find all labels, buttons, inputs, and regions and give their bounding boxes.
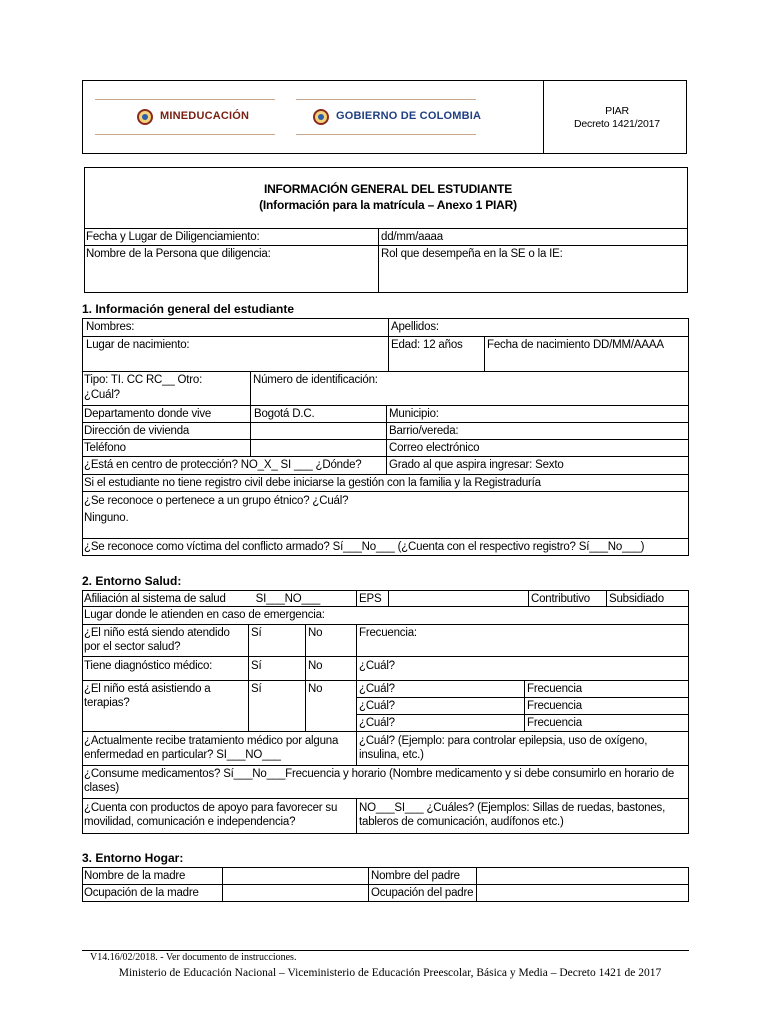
ocupacion-madre-label: Ocupación de la madre [84,887,199,899]
tratamiento-label: ¿Actualmente recibe tratamiento médico por alguna enfermedad en particular? SI___NO___ [84,735,339,761]
row-line [82,538,689,539]
page-title: INFORMACIÓN GENERAL DEL ESTUDIANTE [263,182,513,196]
diagnostico-cual: ¿Cuál? [359,660,395,672]
row-line [82,798,689,799]
colombia-seal-icon [137,109,153,125]
terapia-cual-2: ¿Cuál? [359,700,395,712]
madre-label: Nombre de la madre [84,870,186,882]
rol-label: Rol que desempeña en la SE o la IE: [381,248,563,260]
header-divider [543,80,544,154]
terapia-frecuencia-2: Frecuencia [527,700,582,712]
footer-version: V14.16/02/2018. - Ver documento de instrucciones. [90,952,297,963]
row-line [356,714,689,715]
subsidiado-label: Subsidiado [609,593,664,605]
terapias-label: ¿El niño está asistiendo a terapias? [84,683,211,709]
departamento-value: Bogotá D.C. [254,408,315,420]
logo-rule [296,134,476,135]
afiliacion-label: Afiliación al sistema de salud SI___NO___ [84,593,321,605]
page-subtitle: (Información para la matrícula – Anexo 1 PIAR) [259,198,517,212]
gobierno-logo: GOBIERNO DE COLOMBIA [336,110,482,122]
row-line [82,656,689,657]
col-line [222,867,223,902]
logo-rule [95,99,275,100]
barrio-label: Barrio/vereda: [389,425,459,437]
etnico-value: Ninguno. [84,512,129,524]
correo-label: Correo electrónico [389,442,480,454]
section-2-heading: 2. Entorno Salud: [82,574,182,588]
medicamentos-label: ¿Consume medicamentos? Sí___No___Frecuencia y horario (Nombre medicamento y si debe consumirlo en horario de clases) [84,768,675,794]
row-line [82,606,689,607]
col-line [476,867,477,902]
row-line [82,680,689,681]
row-line [82,731,689,732]
terapias-no: No [308,683,323,695]
row-line [356,697,689,698]
row-line [82,371,689,372]
mineducacion-logo: MINEDUCACIÓN [160,110,250,122]
piar-code: PIAR [605,105,629,117]
municipio-label: Municipio: [389,408,439,420]
row-line [82,765,689,766]
diagnostico-si: Sí [251,660,262,672]
victima-label: ¿Se reconoce como víctima del conflicto armado? Sí___No___ (¿Cuenta con el respectivo registro? Sí___No___) [84,541,645,553]
direccion-label: Dirección de vivienda [84,425,190,437]
atendido-no: No [308,627,323,639]
etnico-label: ¿Se reconoce o pertenece a un grupo étnico? ¿Cuál? [84,495,349,507]
apoyo-cual: NO___SI___ ¿Cuáles? (Ejemplos: Sillas de ruedas, bastones, tableros de comunicación, audífonos etc.) [359,802,666,828]
telefono-label: Teléfono [84,442,126,454]
diagnostico-label: Tiene diagnóstico médico: [84,660,213,672]
proteccion-label: ¿Está en centro de protección? NO_X_ SI ___ ¿Dónde? [84,459,362,471]
padre-label: Nombre del padre [371,870,460,882]
edad-value: Edad: 12 años [391,339,463,351]
apoyo-label: ¿Cuenta con productos de apoyo para favorecer su movilidad, comunicación e independencia? [84,802,338,828]
row-line [82,491,689,492]
section-1-heading: 1. Información general del estudiante [82,302,295,316]
registro-civil-note: Si el estudiante no tiene registro civil debe iniciarse la gestión con la familia y la Registraduría [84,477,541,489]
persona-label: Nombre de la Persona que diligencia: [86,248,271,260]
colombia-seal-icon [313,109,329,125]
emergencia-label: Lugar donde le atienden en caso de emergencia: [84,609,325,621]
departamento-label: Departamento donde vive [84,408,212,420]
col-line [305,624,306,732]
terapia-frecuencia-3: Frecuencia [527,717,582,729]
tratamiento-cual: ¿Cuál? (Ejemplo: para controlar epilepsia, uso de oxígeno, insulina, etc.) [359,735,648,761]
contributivo-label: Contributivo [531,593,590,605]
row-line [84,228,688,229]
terapia-cual-3: ¿Cuál? [359,717,395,729]
eps-label: EPS [359,593,382,605]
terapia-frecuencia-1: Frecuencia [527,683,582,695]
atendido-si: Sí [251,627,262,639]
terapia-cual-1: ¿Cuál? [359,683,395,695]
fecha-nacimiento-label: Fecha de nacimiento DD/MM/AAAA [487,339,664,351]
nombres-label: Nombres: [86,321,135,333]
grado-label: Grado al que aspira ingresar: Sexto [389,459,564,471]
atendido-label: ¿El niño está siendo atendido por el sector salud? [84,627,230,653]
logo-rule [296,99,476,100]
fecha-label: Fecha y Lugar de Diligenciamiento: [86,231,260,243]
col-line [388,590,389,607]
row-line [82,474,689,475]
logo-rule [95,134,275,135]
cual-label: ¿Cuál? [84,389,120,401]
numero-identificacion-label: Número de identificación: [253,374,378,386]
tipo-documento-label: Tipo: TI. CC RC__ Otro: [84,374,203,386]
diagnostico-no: No [308,660,323,672]
row-line [84,245,688,246]
lugar-nacimiento-label: Lugar de nacimiento: [86,339,190,351]
footer-rule [82,950,689,951]
terapias-si: Sí [251,683,262,695]
section-3-heading: 3. Entorno Hogar: [82,851,184,865]
row-line [82,336,689,337]
apellidos-label: Apellidos: [391,321,439,333]
decree-label: Decreto 1421/2017 [574,118,660,130]
frecuencia-label: Frecuencia: [359,627,417,639]
fecha-value[interactable]: dd/mm/aaaa [381,231,443,243]
ocupacion-padre-label: Ocupación del padre [371,887,474,899]
row-line [82,624,689,625]
footer-ministry: Ministerio de Educación Nacional – Viceministerio de Educación Preescolar, Básica y Media – Decreto 1421 de 2017 [118,967,662,979]
row-line [82,884,689,885]
